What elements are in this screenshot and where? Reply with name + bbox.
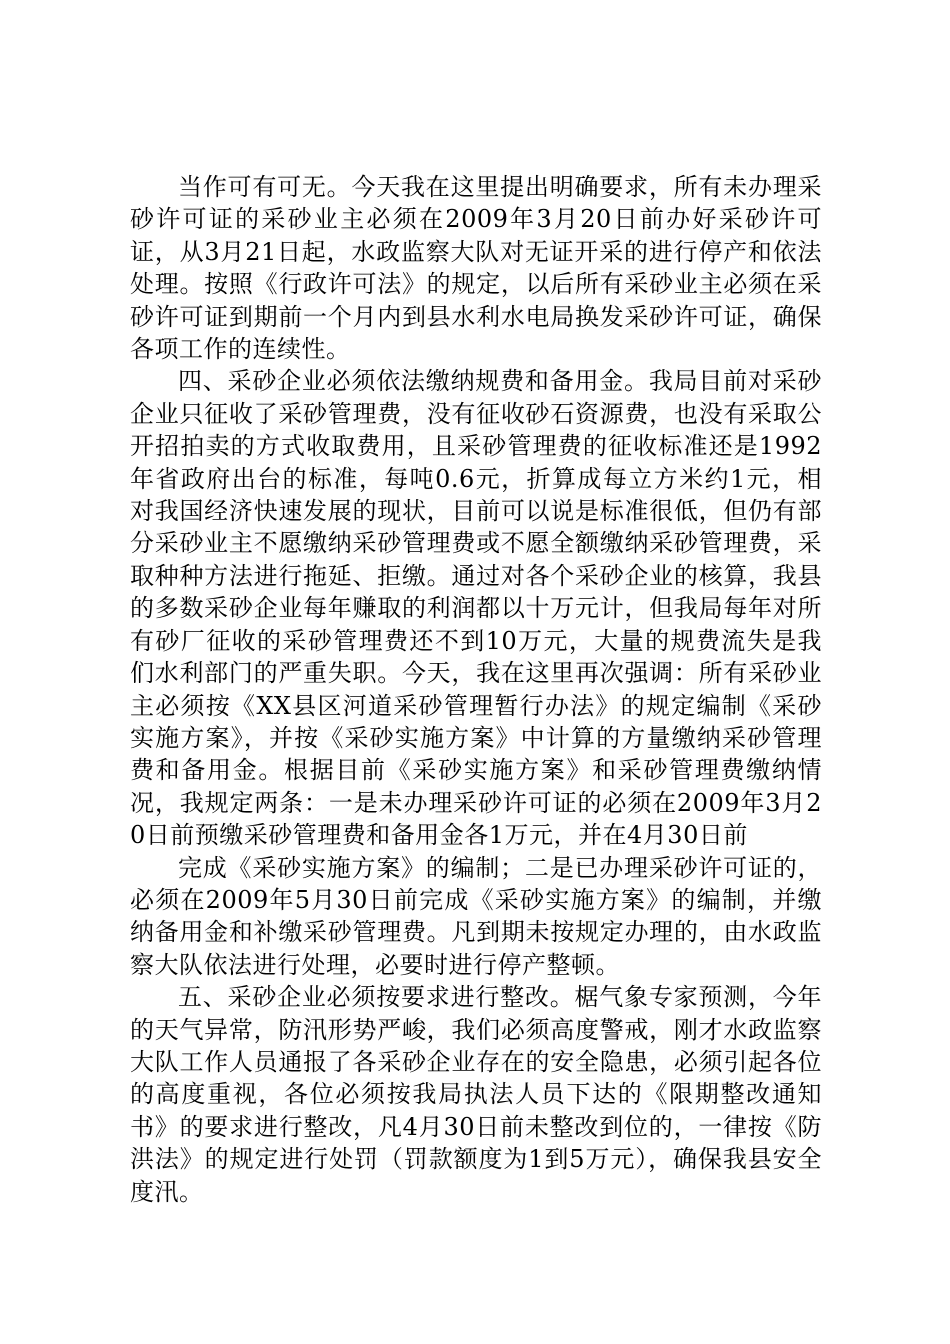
document-body [130,171,822,1208]
paragraph-requirements-license: 当作可有可无。今天我在这里提出明确要求，所有未办理采砂许可证的采砂业主必须在2009年3月20日前办好采砂许可证，从3月21日起，水政监察大队对无证开采的进行停产和依法处理。按照《行政许可法》的规定，以后所有采砂业主必须在采砂许可证到期前一个月内到县水利水电局换发采砂许可证，确保各项工作的连续性。 [130,173,822,364]
paragraph-section-five-rectification: 五、采砂企业必须按要求进行整改。椐气象专家预测，今年的天气异常，防汛形势严峻，我们必须高度警戒，刚才水政监察大队工作人员通报了各采砂企业存在的安全隐患，必须引起各位的高度重视，各位必须按我局执法人员下达的《限期整改通知书》的要求进行整改，凡4月30日前未整改到位的，一律按《防洪法》的规定进行处罚（罚款额度为1到5万元），确保我县安全度汛。 [130,983,822,1206]
paragraph-section-four-fees: 四、采砂企业必须依法缴纳规费和备用金。我局目前对采砂企业只征收了采砂管理费，没有征收砂石资源费，也没有采取公开招拍卖的方式收取费用，且采砂管理费的征收标准还是1992年省政府出台的标准，每吨0.6元，折算成每立方米约1元，相对我国经济快速发展的现状，目前可以说是标准很低，但仍有部分采砂业主不愿缴纳采砂管理费或不愿全额缴纳采砂管理费，采取种种方法进行拖延、拒缴。通过对各个采砂企业的核算，我县的多数采砂企业每年赚取的利润都以十万元计，但我局每年对所有砂厂征收的采砂管理费还不到10万元，大量的规费流失是我们水利部门的严重失职。今天，我在这里再次强调：所有采砂业主必须按《XX县区河道采砂管理暂行办法》的规定编制《采砂实施方案》，并按《采砂实施方案》中计算的方量缴纳采砂管理费和备用金。根据目前《采砂实施方案》和采砂管理费缴纳情况，我规定两条：一是未办理采砂许可证的必须在2009年3月20日前预缴采砂管理费和备用金各1万元，并在4月30日前 [130,367,822,850]
paragraph-section-four-continued: 完成《采砂实施方案》的编制；二是已办理采砂许可证的，必须在2009年5月30日前完成《采砂实施方案》的编制，并缴纳备用金和补缴采砂管理费。凡到期未按规定办理的，由水政监察大队依法进行处理，必要时进行停产整顿。 [130,853,822,979]
